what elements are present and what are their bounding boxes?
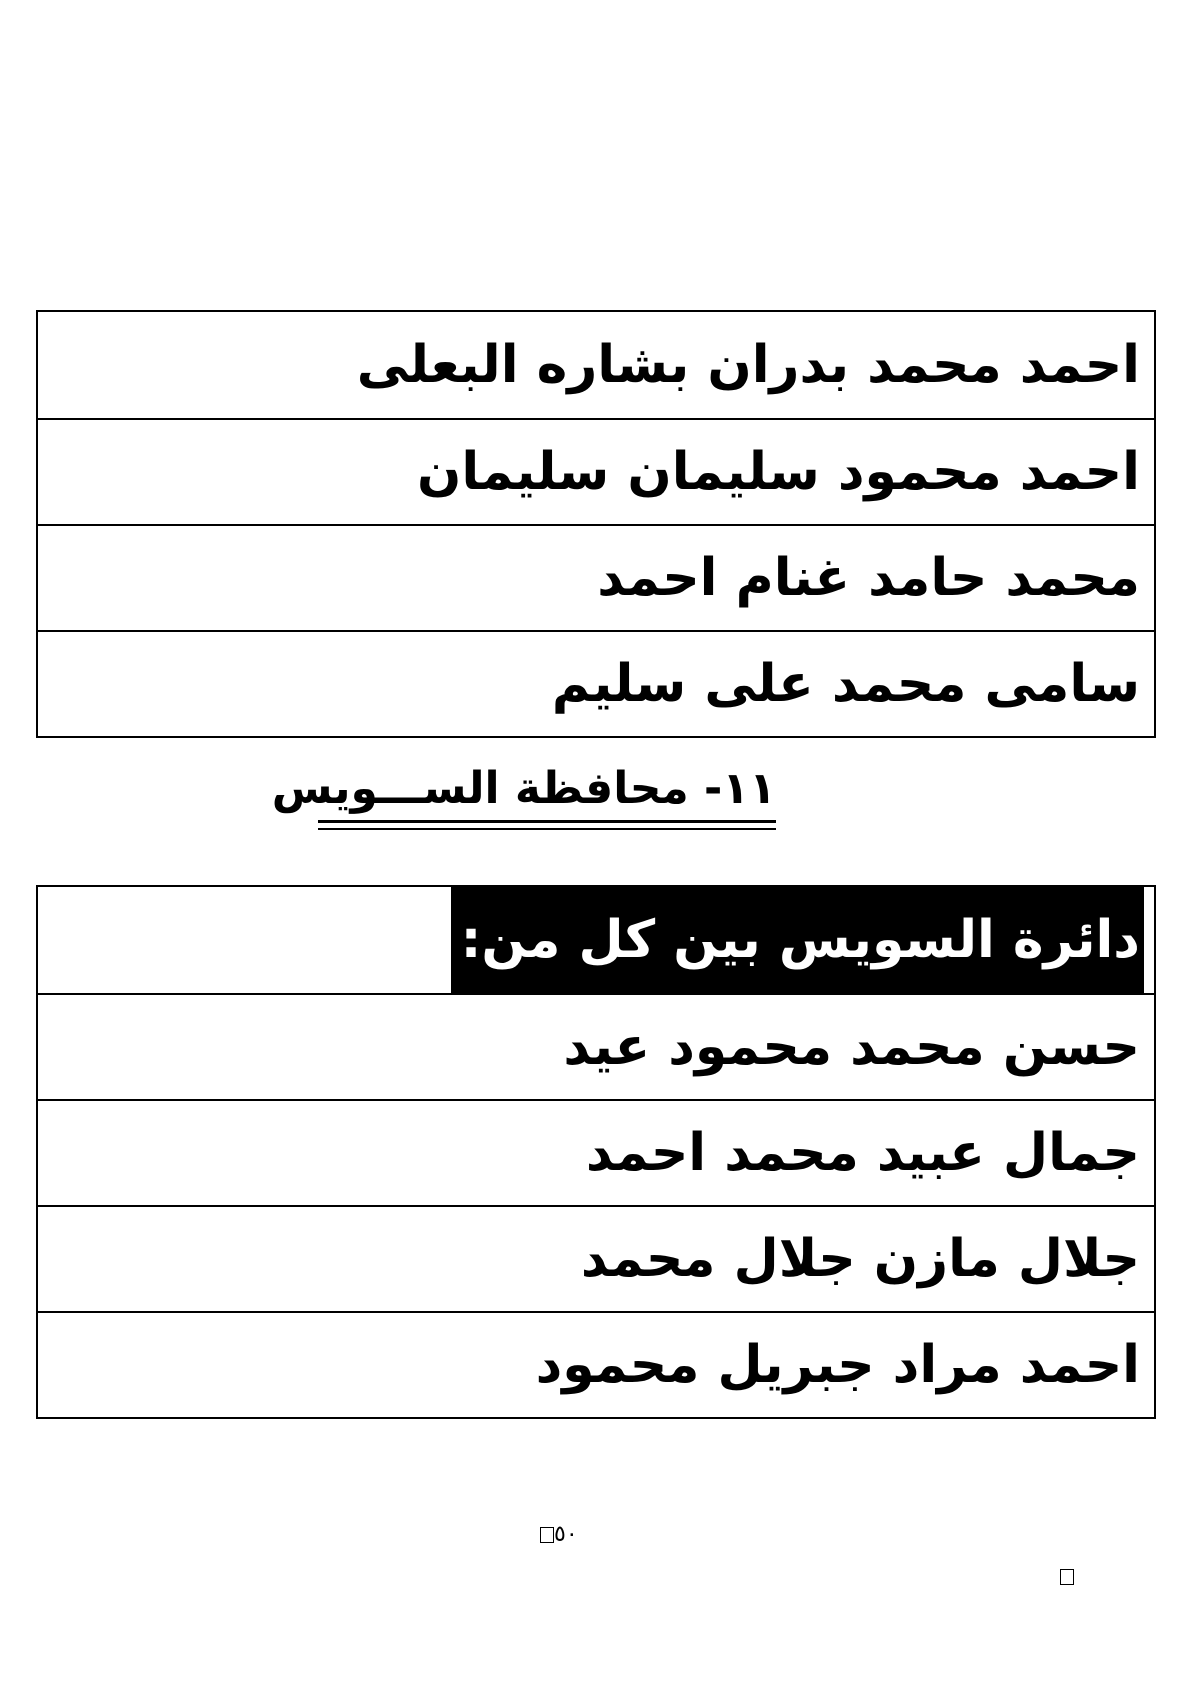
section-heading: ١١- محافظة الســـويس: [271, 763, 776, 814]
square-outline-icon: [1060, 1569, 1074, 1585]
suez-district-table: [36, 885, 1156, 1419]
name-cell: احمد محمود سليمان سليمان: [416, 442, 1140, 502]
name-cell: سامى محمد على سليم: [551, 654, 1140, 714]
page-number: [540, 1522, 578, 1547]
top-names-table: [36, 310, 1156, 738]
name-cell: احمد محمد بدران بشاره البعلى: [356, 335, 1140, 395]
district-header-row: [38, 887, 1154, 993]
district-header: دائرة السويس بين كل من:: [451, 887, 1144, 993]
table-row: [38, 524, 1154, 630]
name-cell: محمد حامد غنام احمد: [597, 548, 1140, 608]
heading-double-underline: [318, 828, 776, 830]
corner-square-icon: [1060, 1566, 1074, 1585]
table-row: [38, 1205, 1154, 1311]
name-cell: احمد مراد جبريل محمود: [535, 1335, 1140, 1395]
name-cell: جمال عبيد محمد احمد: [585, 1123, 1140, 1183]
table-row: [38, 630, 1154, 736]
table-row: [38, 312, 1154, 418]
square-outline-icon: [540, 1527, 554, 1543]
table-row: [38, 418, 1154, 524]
name-cell: حسن محمد محمود عيد: [563, 1017, 1140, 1077]
table-row: [38, 1311, 1154, 1417]
page-number-text: ٥٠: [554, 1522, 578, 1547]
table-row: [38, 1099, 1154, 1205]
heading-underline: [318, 820, 776, 823]
name-cell: جلال مازن جلال محمد: [580, 1229, 1140, 1289]
table-row: [38, 993, 1154, 1099]
